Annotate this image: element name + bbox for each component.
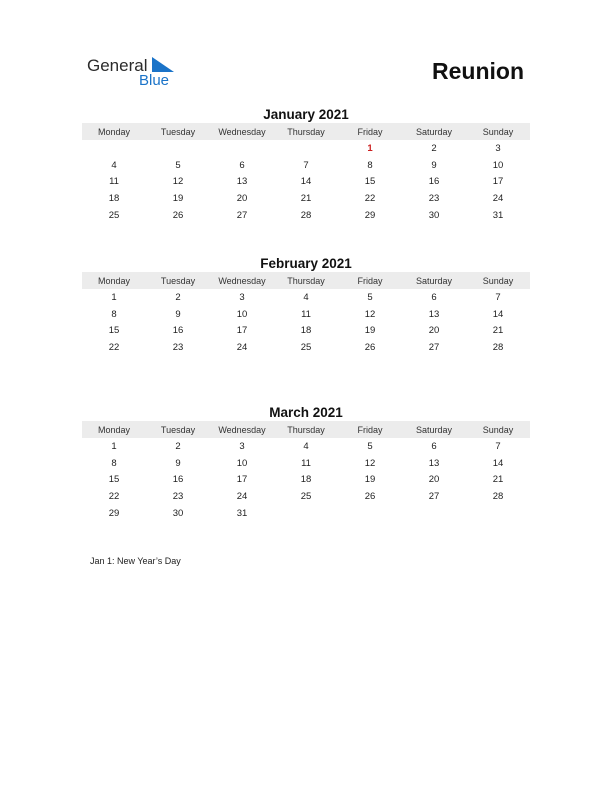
day-cell: 10 <box>236 457 248 469</box>
month-january <box>82 107 530 223</box>
weekday-label: Thursday <box>287 275 325 286</box>
weekday-label: Friday <box>357 126 383 137</box>
day-cell: 23 <box>428 192 440 204</box>
day-cell: 25 <box>300 490 312 502</box>
weekday-label: Thursday <box>287 126 325 137</box>
week-row <box>82 505 530 522</box>
week-row <box>82 438 530 455</box>
day-cell: 4 <box>303 291 309 303</box>
day-cell: 23 <box>172 490 184 502</box>
day-cell: 4 <box>303 440 309 452</box>
week-row <box>82 488 530 505</box>
day-cell: 11 <box>109 176 119 188</box>
weekday-header <box>82 421 530 438</box>
day-cell: 17 <box>236 325 248 337</box>
weekday-label: Tuesday <box>160 126 196 137</box>
day-cell: 28 <box>300 209 312 221</box>
month-title: March 2021 <box>269 405 343 420</box>
day-cell: 10 <box>492 159 504 171</box>
day-cell: 1 <box>111 291 117 303</box>
weekday-label: Wednesday <box>218 126 266 137</box>
week-row <box>82 455 530 472</box>
day-cell: 22 <box>108 341 120 353</box>
weekday-label: Sunday <box>482 275 514 286</box>
week-row <box>82 190 530 207</box>
day-cell: 10 <box>236 308 248 320</box>
day-cell: 19 <box>364 325 376 337</box>
day-cell: 12 <box>364 457 376 469</box>
day-cell: 18 <box>108 192 120 204</box>
day-cell: 22 <box>108 490 120 502</box>
day-cell: 26 <box>364 341 376 353</box>
weekday-label: Thursday <box>287 424 325 435</box>
logo-text-blue: Blue <box>139 72 170 89</box>
day-cell: 26 <box>172 209 184 221</box>
day-cell: 3 <box>239 291 245 303</box>
day-cell: 17 <box>236 474 248 486</box>
day-cell: 11 <box>301 457 311 469</box>
day-cell: 18 <box>300 325 312 337</box>
day-cell: 8 <box>367 159 373 171</box>
month-weeks <box>82 289 530 356</box>
day-cell: 13 <box>428 308 440 320</box>
day-cell: 14 <box>300 176 312 188</box>
week-row <box>82 289 530 306</box>
day-cell: 25 <box>108 209 120 221</box>
week-row <box>82 339 530 356</box>
day-cell: 2 <box>175 291 181 303</box>
weekday-label: Monday <box>97 275 131 286</box>
day-cell: 22 <box>364 192 376 204</box>
day-cell: 15 <box>108 474 120 486</box>
weekday-label: Wednesday <box>218 424 266 435</box>
day-cell: 21 <box>300 192 312 204</box>
weekday-header <box>82 123 530 140</box>
weekday-label: Sunday <box>482 424 514 435</box>
weekday-label: Tuesday <box>160 275 196 286</box>
weekday-label: Wednesday <box>218 275 266 286</box>
day-cell: 30 <box>428 209 440 221</box>
day-cell: 16 <box>172 474 184 486</box>
day-cell: 5 <box>367 291 373 303</box>
day-cell: 11 <box>301 308 311 320</box>
day-cell: 8 <box>111 308 117 320</box>
country-title: Reunion <box>432 58 524 84</box>
day-cell: 29 <box>108 507 120 519</box>
day-cell: 21 <box>492 474 504 486</box>
week-row <box>82 306 530 323</box>
day-cell: 25 <box>300 341 312 353</box>
day-cell: 21 <box>492 325 504 337</box>
day-cell: 19 <box>364 474 376 486</box>
day-cell: 12 <box>364 308 376 320</box>
day-cell: 20 <box>428 474 440 486</box>
day-cell: 12 <box>172 176 184 188</box>
day-cell: 27 <box>428 341 440 353</box>
week-row <box>82 471 530 488</box>
day-cell: 8 <box>111 457 117 469</box>
day-cell: 13 <box>428 457 440 469</box>
weekday-label: Sunday <box>482 126 514 137</box>
day-cell: 24 <box>236 341 248 353</box>
weekday-label: Friday <box>357 424 383 435</box>
month-weeks <box>82 140 530 223</box>
day-cell: 17 <box>492 176 504 188</box>
day-cell: 30 <box>172 507 184 519</box>
day-cell: 7 <box>495 440 501 452</box>
logo-text-general: General <box>87 56 148 75</box>
day-cell: 24 <box>492 192 504 204</box>
day-cell: 9 <box>175 457 181 469</box>
day-cell: 1 <box>111 440 117 452</box>
day-cell: 1 <box>367 142 373 154</box>
day-cell: 4 <box>111 159 117 171</box>
day-cell: 14 <box>492 308 504 320</box>
weekday-label: Friday <box>357 275 383 286</box>
day-cell: 2 <box>431 142 437 154</box>
day-cell: 26 <box>364 490 376 502</box>
day-cell: 29 <box>364 209 376 221</box>
day-cell: 6 <box>431 440 437 452</box>
day-cell: 31 <box>492 209 504 221</box>
day-cell: 9 <box>175 308 181 320</box>
day-cell: 7 <box>303 159 309 171</box>
day-cell: 23 <box>172 341 184 353</box>
weekday-label: Monday <box>97 424 131 435</box>
weekday-label: Saturday <box>415 126 453 137</box>
day-cell: 24 <box>236 490 248 502</box>
day-cell: 5 <box>175 159 181 171</box>
day-cell: 15 <box>108 325 120 337</box>
weekday-header <box>82 272 530 289</box>
month-march <box>82 405 530 521</box>
month-weeks <box>82 438 530 521</box>
day-cell: 27 <box>236 209 248 221</box>
day-cell: 31 <box>236 507 248 519</box>
week-row <box>82 173 530 190</box>
day-cell: 3 <box>239 440 245 452</box>
day-cell: 5 <box>367 440 373 452</box>
week-row <box>82 140 530 157</box>
day-cell: 27 <box>428 490 440 502</box>
day-cell: 16 <box>172 325 184 337</box>
month-february <box>82 256 530 356</box>
day-cell: 6 <box>431 291 437 303</box>
day-cell: 13 <box>236 176 248 188</box>
week-row <box>82 322 530 339</box>
holiday-note: Jan 1: New Year’s Day <box>90 556 181 566</box>
day-cell: 20 <box>428 325 440 337</box>
day-cell: 14 <box>492 457 504 469</box>
weekday-label: Tuesday <box>160 424 196 435</box>
day-cell: 19 <box>172 192 184 204</box>
day-cell: 2 <box>175 440 181 452</box>
day-cell: 18 <box>300 474 312 486</box>
week-row <box>82 157 530 174</box>
day-cell: 20 <box>236 192 248 204</box>
day-cell: 3 <box>495 142 501 154</box>
weekday-label: Monday <box>97 126 131 137</box>
day-cell: 15 <box>364 176 376 188</box>
day-cell: 28 <box>492 490 504 502</box>
month-title: February 2021 <box>260 256 352 271</box>
month-title: January 2021 <box>263 107 349 122</box>
day-cell: 28 <box>492 341 504 353</box>
day-cell: 6 <box>239 159 245 171</box>
week-row <box>82 207 530 224</box>
weekday-label: Saturday <box>415 424 453 435</box>
general-blue-logo <box>87 56 187 92</box>
day-cell: 7 <box>495 291 501 303</box>
weekday-label: Saturday <box>415 275 453 286</box>
day-cell: 16 <box>428 176 440 188</box>
day-cell: 9 <box>431 159 437 171</box>
